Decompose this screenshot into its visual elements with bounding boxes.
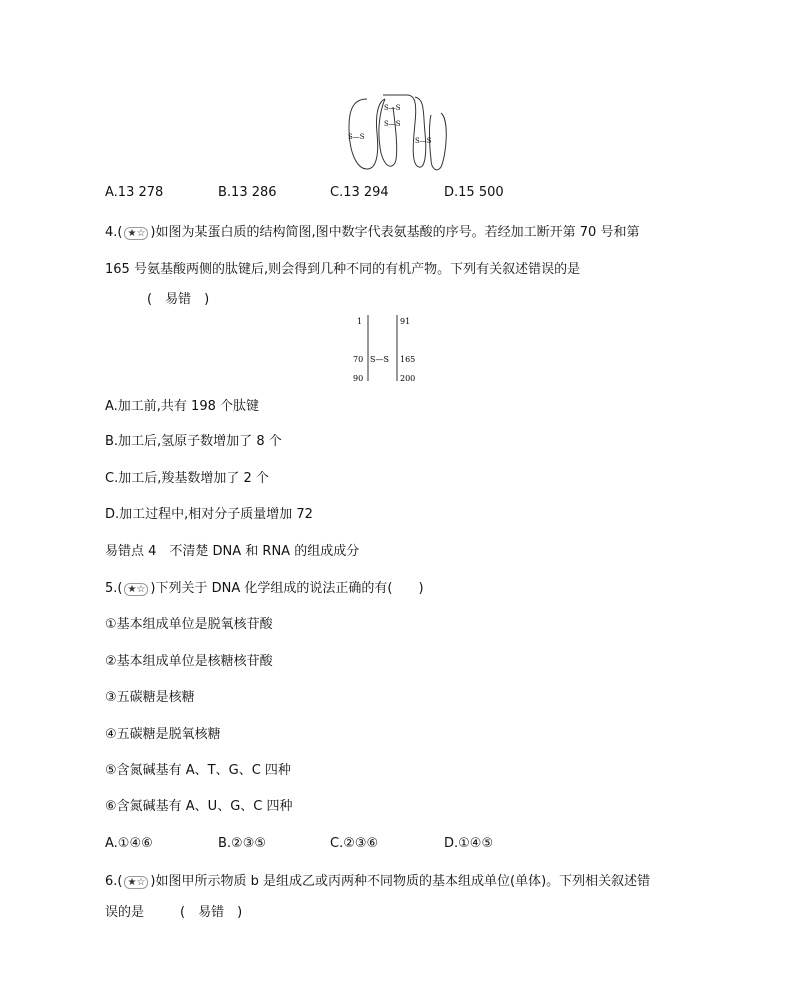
- q4-tag: ( 易错 ): [147, 292, 210, 307]
- q5-statement-6: ⑥含氮碱基有 A、U、G、C 四种: [105, 799, 293, 814]
- label-90: 90: [353, 374, 364, 383]
- q3-option-a: A.13 278: [105, 185, 164, 200]
- label-70: 70: [353, 355, 364, 364]
- q5-statement-4: ④五碳糖是脱氧核糖: [105, 727, 221, 742]
- q4-option-c: C.加工后,羧基数增加了 2 个: [105, 471, 269, 486]
- q3-option-c: C.13 294: [330, 185, 389, 200]
- q6-text-line2: 误的是: [105, 905, 145, 920]
- q4-option-a: A.加工前,共有 198 个肽键: [105, 399, 260, 414]
- q4-number: 4.: [105, 225, 118, 240]
- q6-stem-line1: 6.( ★☆ )如图甲所示物质 b 是组成乙或丙两种不同物质的基本组成单位(单体)。下列相关叙述错: [105, 874, 651, 889]
- q3-option-b: B.13 286: [218, 185, 277, 200]
- q5-text: 下列关于 DNA 化学组成的说法正确的有( ): [155, 581, 424, 596]
- disulfide-bond-label: S—S: [370, 355, 389, 364]
- q5-statement-2: ②基本组成单位是核糖核苷酸: [105, 654, 273, 669]
- disulfide-bond-3: S—S: [348, 133, 365, 141]
- label-1: 1: [357, 317, 363, 326]
- q5-statement-3: ③五碳糖是核糖: [105, 690, 195, 705]
- q4-stem-line2: 165 号氨基酸两侧的肽键后,则会得到几种不同的有机产物。下列有关叙述错误的是: [105, 262, 581, 277]
- protein-sequence-figure: [350, 313, 440, 385]
- difficulty-star-icon: ★☆: [124, 583, 148, 596]
- q5-option-a: A.①④⑥: [105, 836, 153, 851]
- disulfide-bond-2: S—S: [384, 120, 401, 128]
- q4-option-d: D.加工过程中,相对分子质量增加 72: [105, 507, 313, 522]
- q6-text-line1: 如图甲所示物质 b 是组成乙或丙两种不同物质的基本组成单位(单体)。下列相关叙述错: [155, 874, 651, 889]
- q5-statement-1: ①基本组成单位是脱氧核苷酸: [105, 617, 273, 632]
- q4-text-line1: 如图为某蛋白质的结构简图,图中数字代表氨基酸的序号。若经加工断开第 70 号和第: [155, 225, 640, 240]
- label-165: 165: [400, 355, 416, 364]
- q4-stem-line1: 4.( ★☆ )如图为某蛋白质的结构简图,图中数字代表氨基酸的序号。若经加工断开第 70 号和第: [105, 225, 640, 240]
- q5-option-b: B.②③⑤: [218, 836, 267, 851]
- q6-number: 6.: [105, 874, 118, 889]
- difficulty-star-icon: ★☆: [124, 227, 148, 240]
- q6-tag: ( 易错 ): [180, 905, 243, 920]
- q5-statement-5: ⑤含氮碱基有 A、T、G、C 四种: [105, 763, 291, 778]
- q5-number: 5.: [105, 581, 118, 596]
- protein-disulfide-figure: [345, 93, 455, 173]
- disulfide-bond-1: S—S: [384, 104, 401, 112]
- q5-stem: 5.( ★☆ )下列关于 DNA 化学组成的说法正确的有( ): [105, 581, 424, 596]
- q4-option-b: B.加工后,氢原子数增加了 8 个: [105, 434, 282, 449]
- q5-option-d: D.①④⑤: [444, 836, 494, 851]
- label-91: 91: [400, 317, 411, 326]
- disulfide-bond-4: S—S: [415, 137, 432, 145]
- q3-option-d: D.15 500: [444, 185, 504, 200]
- q5-option-c: C.②③⑥: [330, 836, 379, 851]
- label-200: 200: [400, 374, 416, 383]
- section-heading: 易错点 4 不清楚 DNA 和 RNA 的组成成分: [105, 544, 360, 559]
- difficulty-star-icon: ★☆: [124, 876, 148, 889]
- q6-stem-line2: [105, 904, 242, 922]
